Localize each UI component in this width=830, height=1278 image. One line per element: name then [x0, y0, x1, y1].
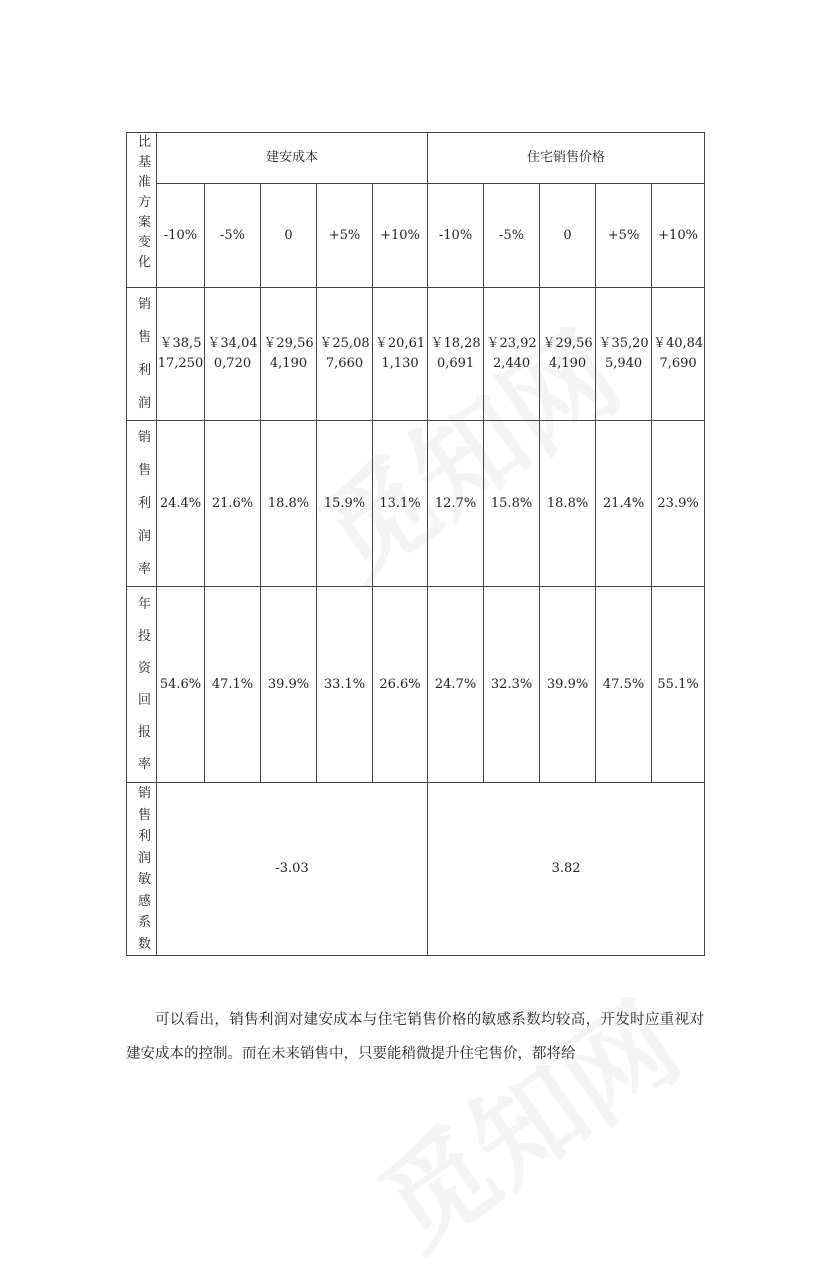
table-cell: 15.8% — [484, 421, 540, 587]
table-cell: ￥35,205,940 — [596, 288, 652, 421]
row-label-sensitivity: 销售利润敏感系数 — [127, 783, 157, 956]
table-cell: 47.5% — [596, 587, 652, 783]
sensitivity-value-sales-price: 3.82 — [428, 783, 705, 956]
group-header-construction-cost: 建安成本 — [157, 133, 428, 184]
sensitivity-table — [126, 132, 705, 956]
table-cell: 15.9% — [317, 421, 373, 587]
table-cell: ￥23,922,440 — [484, 288, 540, 421]
table-cell: ￥18,280,691 — [428, 288, 484, 421]
row-label-profit: 销售利润 — [127, 288, 157, 421]
body-paragraph: 可以看出，销售利润对建安成本与住宅销售价格的敏感系数均较高，开发时应重视对建安成本的控制。而在未来销售中，只要能稍微提升住宅售价，都将给 — [126, 1011, 704, 1062]
table-cell: 13.1% — [373, 421, 428, 587]
table-cell: ￥38,517,250 — [157, 288, 205, 421]
table-cell: 26.6% — [373, 587, 428, 783]
change-header: -10% — [428, 184, 484, 288]
table-cell: 39.9% — [261, 587, 317, 783]
table-cell: 54.6% — [157, 587, 205, 783]
change-header: -5% — [205, 184, 261, 288]
change-header: -10% — [157, 184, 205, 288]
change-header: +10% — [373, 184, 428, 288]
change-header: +10% — [652, 184, 705, 288]
table-cell: ￥29,564,190 — [261, 288, 317, 421]
table-cell: 18.8% — [540, 421, 596, 587]
table-cell: 55.1% — [652, 587, 705, 783]
change-header: -5% — [484, 184, 540, 288]
row-label-profit-rate: 销售利润率 — [127, 421, 157, 587]
table-cell: 21.4% — [596, 421, 652, 587]
table-cell: ￥20,611,130 — [373, 288, 428, 421]
table-cell: 18.8% — [261, 421, 317, 587]
table-cell: 23.9% — [652, 421, 705, 587]
change-header: 0 — [261, 184, 317, 288]
group-header-sales-price: 住宅销售价格 — [428, 133, 705, 184]
change-header: 0 — [540, 184, 596, 288]
table-cell: ￥34,040,720 — [205, 288, 261, 421]
table-cell: 47.1% — [205, 587, 261, 783]
table-cell: 33.1% — [317, 587, 373, 783]
table-cell: 24.4% — [157, 421, 205, 587]
table-cell: 32.3% — [484, 587, 540, 783]
table-cell: ￥29,564,190 — [540, 288, 596, 421]
table-cell: 24.7% — [428, 587, 484, 783]
table-cell: ￥40,847,690 — [652, 288, 705, 421]
row-label-change: 比基准方案变化 — [127, 133, 157, 288]
sensitivity-value-construction-cost: -3.03 — [157, 783, 428, 956]
table-cell: ￥25,087,660 — [317, 288, 373, 421]
row-label-annual-roi: 年投资回报率 — [127, 587, 157, 783]
change-header: +5% — [596, 184, 652, 288]
table-cell: 21.6% — [205, 421, 261, 587]
change-header: +5% — [317, 184, 373, 288]
table-cell: 12.7% — [428, 421, 484, 587]
table-cell: 39.9% — [540, 587, 596, 783]
